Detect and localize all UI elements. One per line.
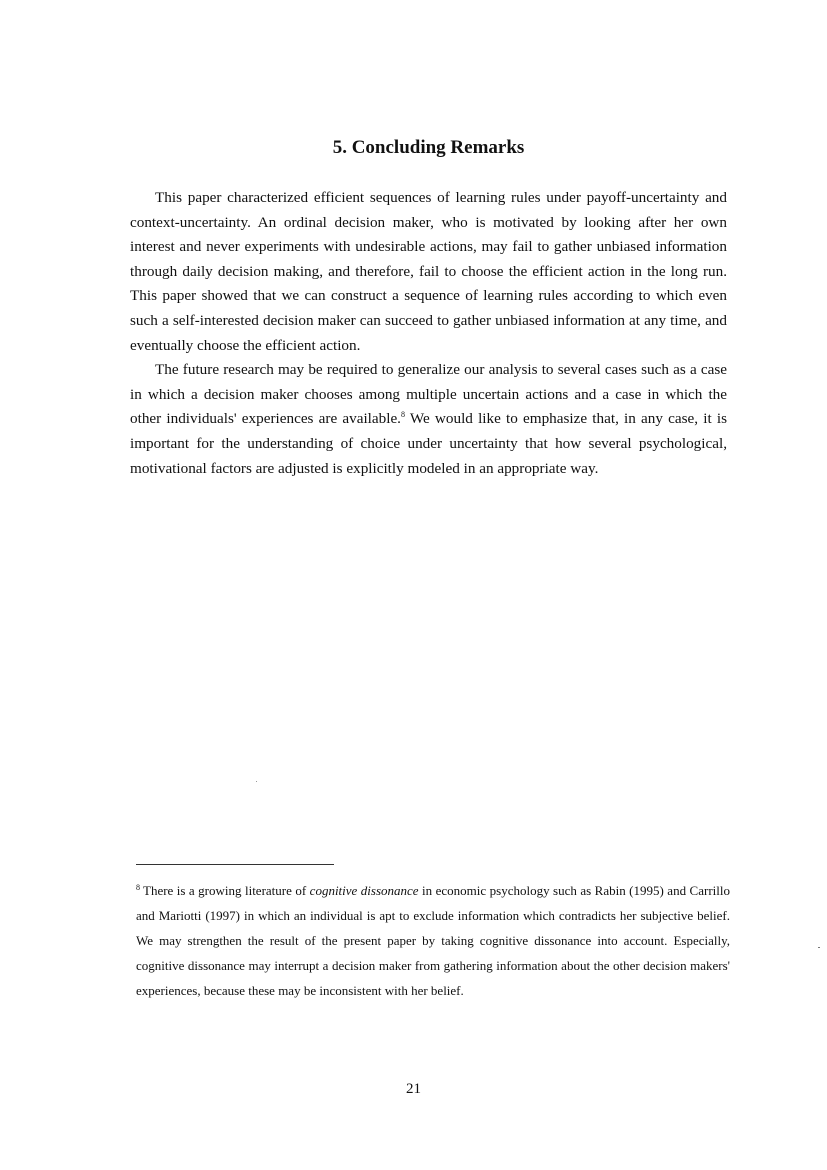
footnote-rule [136,864,334,865]
paragraph-2-text-before-note: The future research may be required to generalize our analysis to several cases such as a case in which a decision maker chooses among multiple uncertain actions and a case in which the other individuals' experiences are available. [130,361,727,428]
footnote-reference: 8 [400,410,405,420]
body-text [130,186,727,481]
scan-speck [256,781,257,782]
paragraph-2-text-after-note: We would like to emphasize that, in any case, it is important for the understanding of choice under uncertainty that how several psychological, motivational factors are adjusted is explicitly modeled in an appropriate way. [130,410,728,477]
paragraph-1: This paper characterized efficient sequences of learning rules under payoff-uncertainty and context-uncertainty. An ordinal decision maker, who is motivated by looking after her own interest and never experiments with undesirable actions, may fail to gather unbiased information through daily decision making, and therefore, fail to choose the efficient action in the long run. This paper showed that we can construct a sequence of learning rules according to which even such a self-interested decision maker can succeed to gather unbiased information at any time, and eventually choose the efficient action. [130,189,727,354]
footnote-marker: 8 [136,882,140,892]
scan-edge-mark [818,947,820,948]
page-number: 21 [406,1081,421,1097]
footnote [136,878,730,1003]
footnote-text-before-emphasis: There is a growing literature of [143,883,310,898]
section-title: 5. Concluding Remarks [332,137,525,158]
footnote-emphasis: cognitive dissonance [309,883,419,898]
footnote-text-after-emphasis: in economic psychology such as Rabin (1995) and Carrillo and Mariotti (1997) in which an individual is apt to exclude information which contradicts her subjective belief. We may strengthen the result of the present paper by taking cognitive dissonance into account. Especially, cognitive dissonance may interrupt a decision maker from gathering information about the other decision makers' experiences, because these may be inconsistent with her belief. [136,883,730,998]
paragraph-2 [130,358,727,481]
